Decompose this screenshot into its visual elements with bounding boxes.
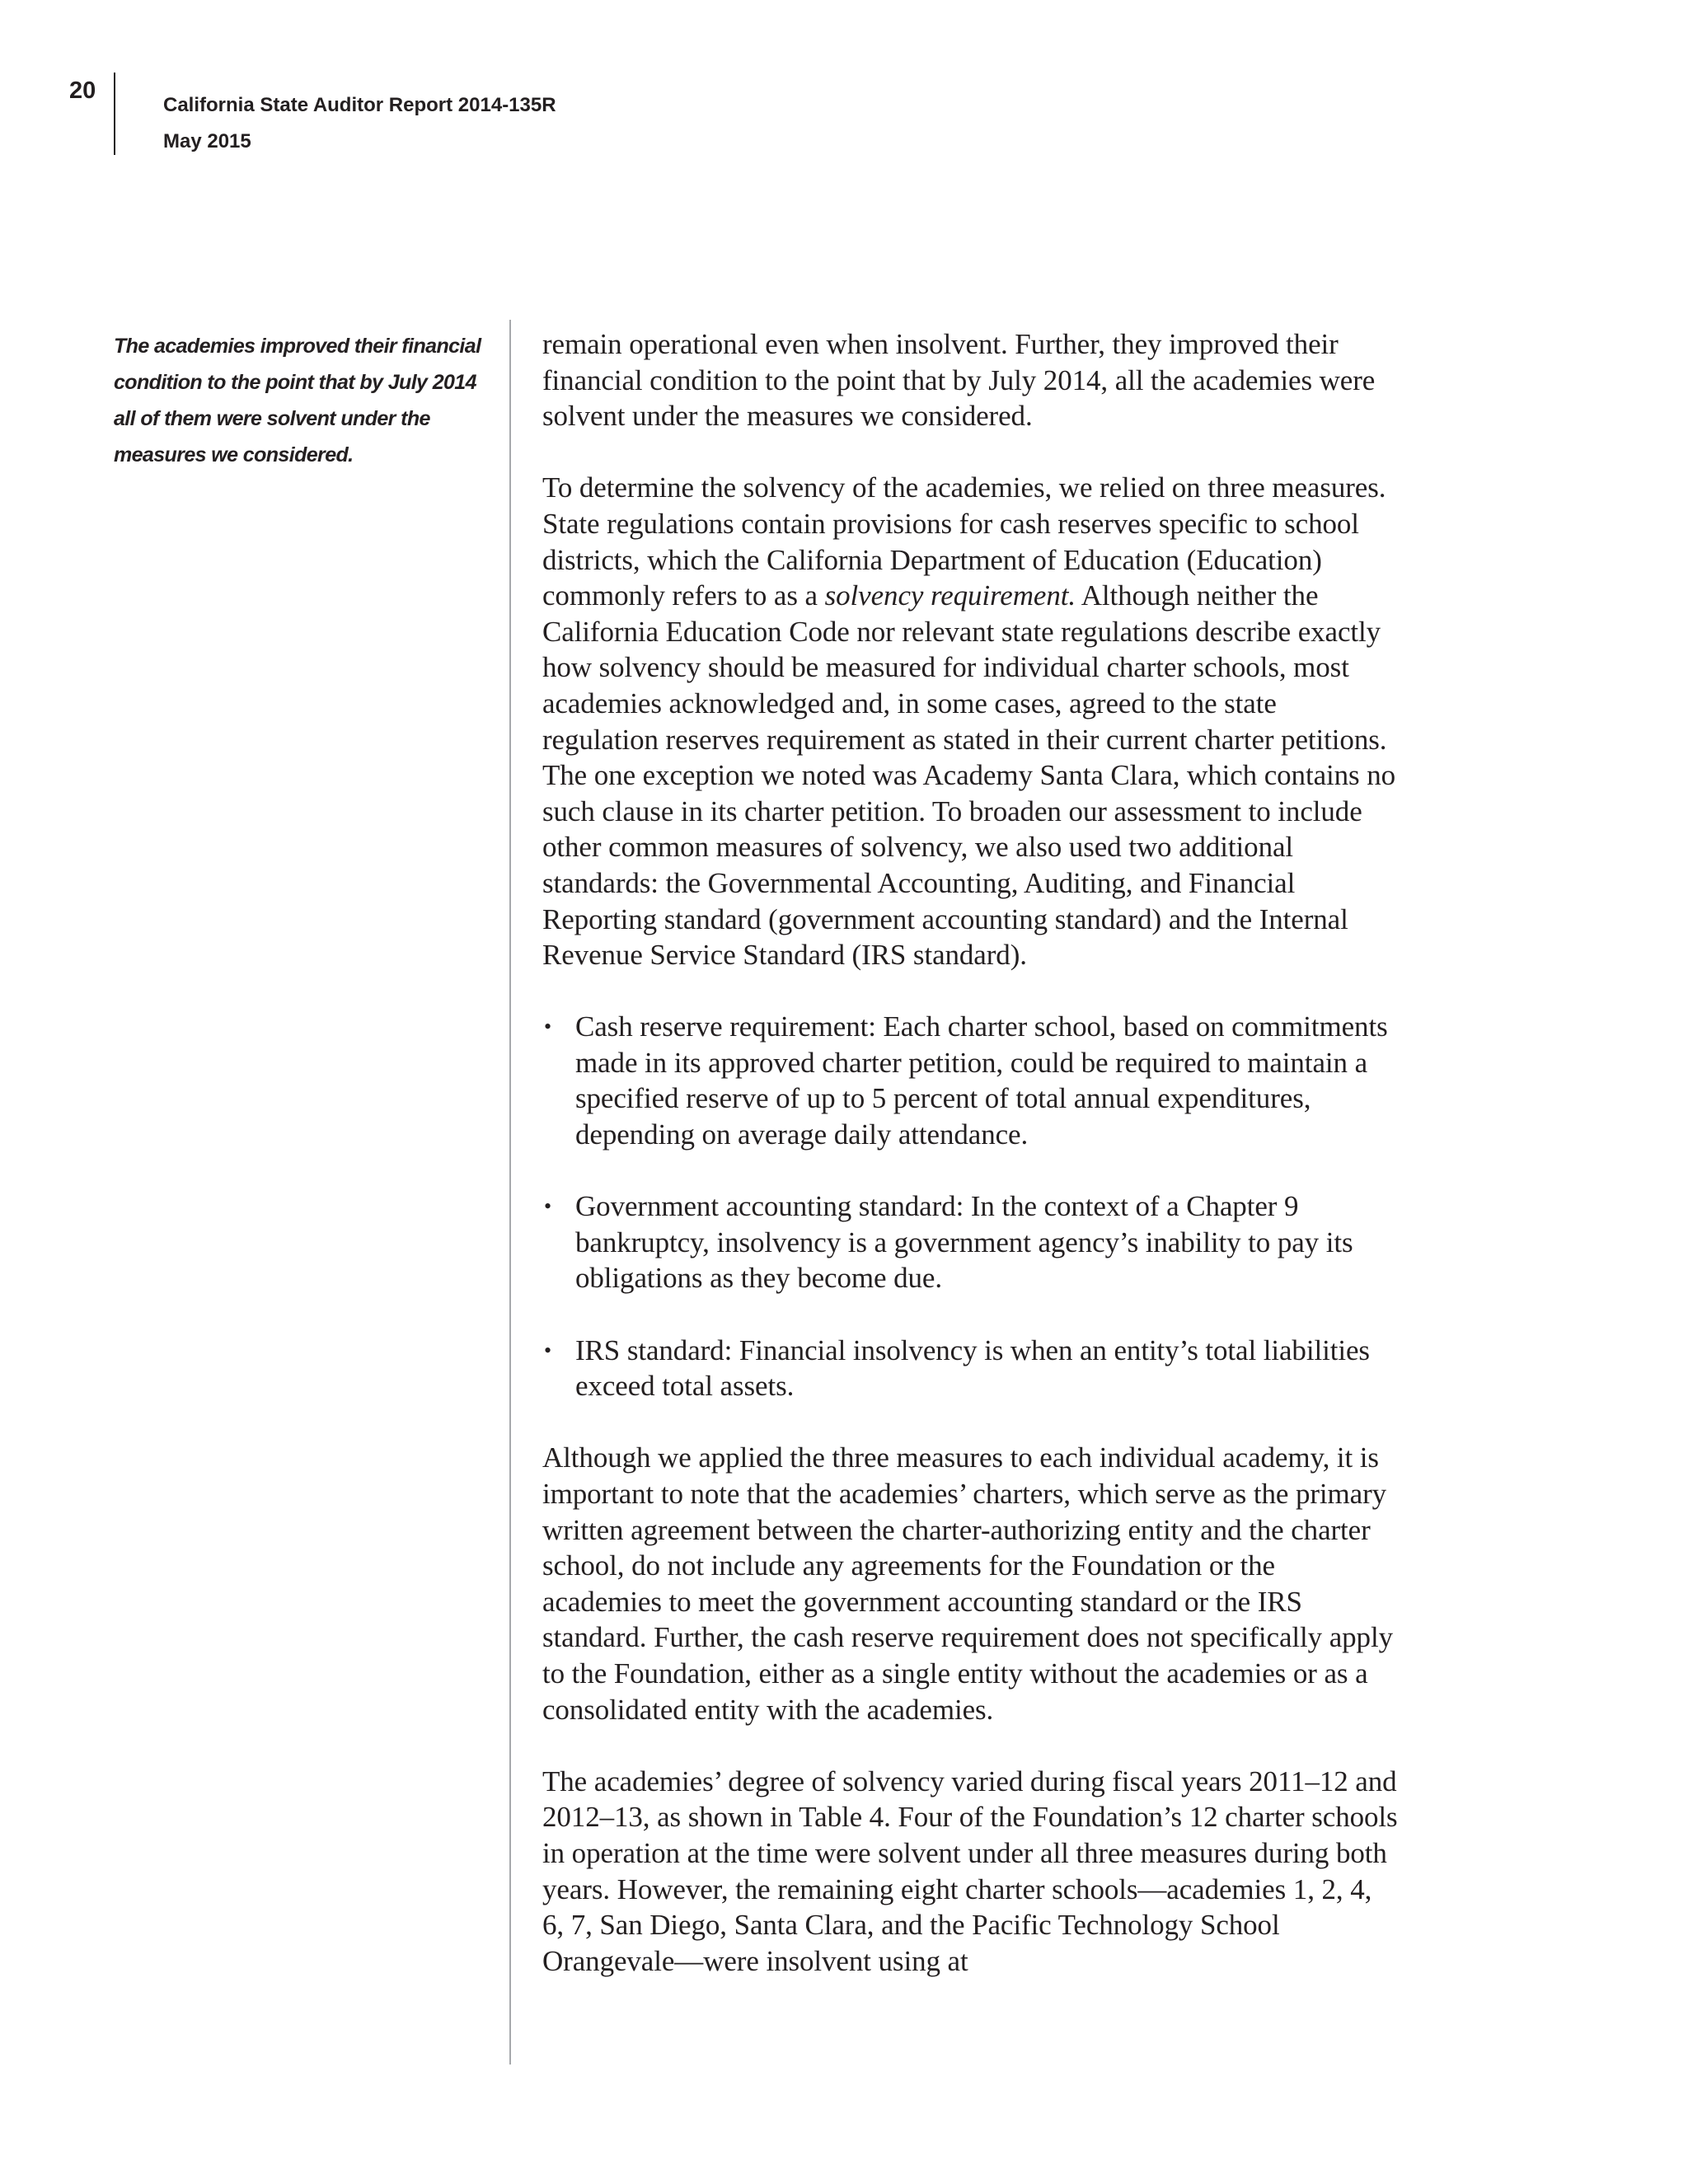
list-item-text: IRS standard: Financial insolvency is when an entity’s total liabilities exceed total assets. — [575, 1333, 1370, 1403]
paragraph-2-italic-term: solvency requirement. — [824, 579, 1076, 612]
bullet-icon: • — [544, 1338, 552, 1362]
bullet-icon: • — [544, 1194, 552, 1219]
solvency-measures-list — [542, 1009, 1400, 1404]
paragraph-4: The academies’ degree of solvency varied during fiscal years 2011–12 and 2012–13, as shown in Table 4. Four of the Foundation’s 12 charter schools in operation at the time were solvent under all three measures during both years. However, the remaining eight charter schools—academies 1, 2, 4, 6, 7, San Diego, Santa Clara, and the Pacific Technology School Orangevale—were insolvent using at — [542, 1765, 1398, 1977]
header-divider — [114, 73, 115, 155]
bullet-icon: • — [544, 1015, 552, 1039]
body-text — [542, 326, 1400, 1979]
report-title: California State Auditor Report 2014-135R — [163, 94, 556, 116]
paragraph-2 — [542, 470, 1400, 972]
page-number: 20 — [69, 77, 96, 104]
paragraph-2-text-b: Although neither the California Education Code nor relevant state regulations describe exactly how solvency should be measured for individual charter schools, most academies acknowledged and, in some cases, agreed to the state regulation reserves requirement as stated in their current charter petitions. The one exception we noted was Academy Santa Clara, which contains no such clause in its charter petition. To broaden our assessment to include other common measures of solvency, we also used two additional standards: the Governmental Accounting, Auditing, and Financial Reporting standard (government accounting standard) and the Internal Revenue Service Standard (IRS standard). — [542, 579, 1395, 972]
sidebar-callout-text: The academies improved their financial condition to the point that by July 2014 all of them were solvent under the measures we considered. — [114, 335, 481, 466]
list-item-text: Cash reserve requirement: Each charter school, based on commitments made in its approved charter petition, could be required to maintain a specified reserve of up to 5 percent of total annual expenditures, depending on average daily attendance. — [575, 1010, 1388, 1151]
running-header — [163, 87, 556, 160]
paragraph-2-text-a: To determine the solvency of the academies, we relied on three measures. State regulations contain provisions for cash reserves specific to school districts, which the California Department of Education (Education) commonly refers to as a — [542, 471, 1386, 612]
list-item-text: Government accounting standard: In the context of a Chapter 9 bankruptcy, insolvency is a government agency’s inability to pay its obligations as they become due. — [575, 1190, 1353, 1295]
list-item — [542, 1009, 1400, 1152]
sidebar-callout — [114, 328, 485, 473]
column-divider — [509, 320, 511, 2064]
report-date: May 2015 — [163, 130, 251, 152]
list-item — [542, 1188, 1400, 1296]
paragraph-3: Although we applied the three measures to each individual academy, it is important to note that the academies’ charters, which serve as the primary written agreement between the charter-authorizing entity and the charter school, do not include any agreements for the Foundation or the academies to meet the government accounting standard or the IRS standard. Further, the cash reserve requirement does not specifically apply to the Foundation, either as a single entity without the academies or as a consolidated entity with the academies. — [542, 1441, 1393, 1726]
paragraph-1: remain operational even when insolvent. Further, they improved their financial condition to the point that by July 2014, all the academies were solvent under the measures we considered. — [542, 328, 1376, 433]
list-item — [542, 1333, 1400, 1404]
